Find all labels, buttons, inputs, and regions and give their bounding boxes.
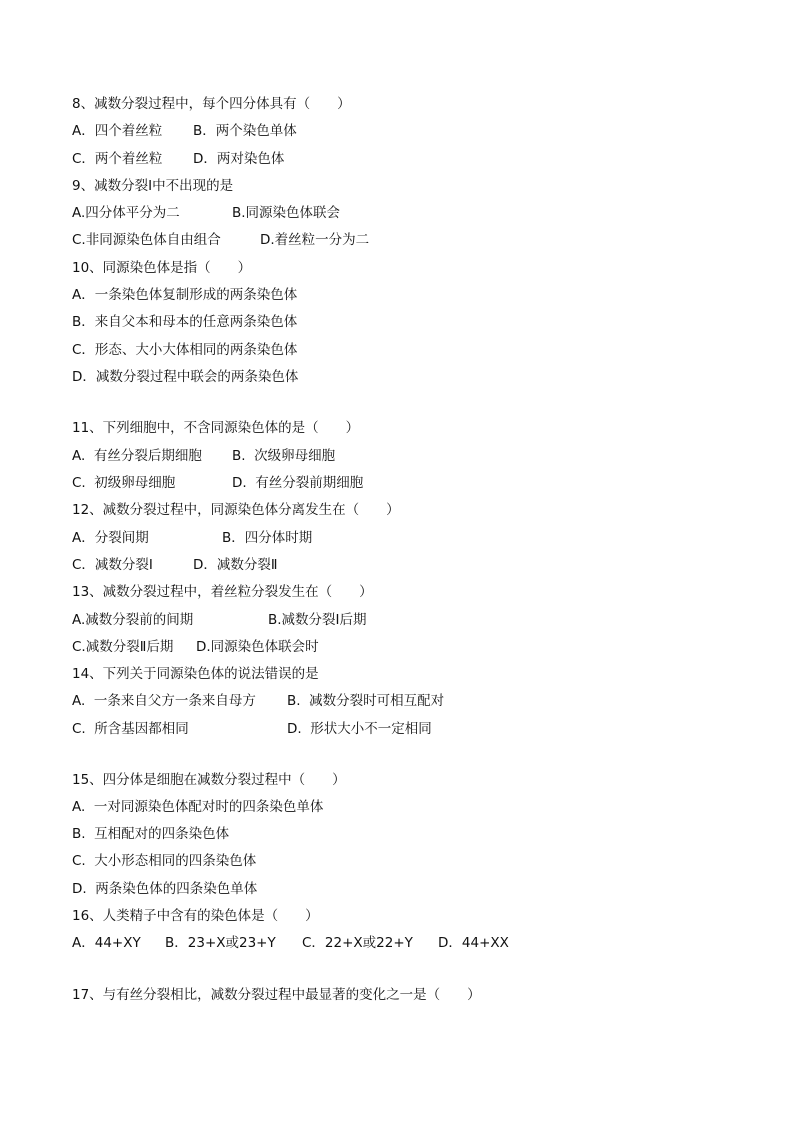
question-12-option-a: A．分裂间期 [72, 530, 149, 546]
question-12-stem: 12、减数分裂过程中，同源染色体分离发生在（ ） [72, 502, 400, 518]
question-8-option-a: A．四个着丝粒 [72, 123, 163, 139]
question-13-stem: 13、减数分裂过程中，着丝粒分裂发生在（ ） [72, 584, 373, 600]
question-16-stem: 16、人类精子中含有的染色体是（ ） [72, 908, 319, 924]
question-13-option-b: B.减数分裂Ⅰ后期 [268, 612, 367, 628]
question-10-option-a: A．一条染色体复制形成的两条染色体 [72, 287, 298, 303]
question-9-stem: 9、减数分裂Ⅰ中不出现的是 [72, 178, 234, 194]
question-8-option-b: B．两个染色单体 [193, 123, 297, 139]
question-15-option-c: C. 大小形态相同的四条染色体 [72, 853, 257, 869]
question-10-option-c: C．形态、大小大体相同的两条染色体 [72, 342, 298, 358]
question-12-option-b: B．四分体时期 [222, 530, 313, 546]
question-13-option-a: A.减数分裂前的间期 [72, 612, 194, 628]
question-9-option-d: D.着丝粒一分为二 [260, 232, 370, 248]
question-15-option-a: A. 一对同源染色体配对时的四条染色单体 [72, 799, 324, 815]
question-15-option-d: D. 两条染色体的四条染色单体 [72, 881, 258, 897]
question-15-option-b: B. 互相配对的四条染色体 [72, 826, 230, 842]
question-16-option-d: D．44+XX [438, 935, 509, 951]
question-14-option-d: D. 形状大小不一定相同 [287, 721, 432, 737]
question-9-option-b: B.同源染色体联会 [232, 205, 341, 221]
question-11-option-b: B. 次级卵母细胞 [232, 448, 336, 464]
question-13-option-d: D.同源染色体联会时 [196, 639, 319, 655]
question-11-stem: 11、下列细胞中，不含同源染色体的是（ ） [72, 420, 360, 436]
question-14-stem: 14、下列关于同源染色体的说法错误的是 [72, 666, 319, 682]
question-13-option-c: C.减数分裂Ⅱ后期 [72, 639, 174, 655]
question-12-option-d: D．减数分裂Ⅱ [193, 557, 278, 573]
question-14-option-c: C. 所含基因都相同 [72, 721, 189, 737]
question-9-option-a: A.四分体平分为二 [72, 205, 180, 221]
question-16-option-b: B．23+X或23+Y [165, 935, 276, 951]
question-10-stem: 10、同源染色体是指（ ） [72, 260, 252, 276]
question-16-option-a: A．44+XY [72, 935, 141, 951]
question-10-option-b: B．来自父本和母本的任意两条染色体 [72, 314, 298, 330]
question-10-option-d: D．减数分裂过程中联会的两条染色体 [72, 369, 299, 385]
question-11-option-d: D. 有丝分裂前期细胞 [232, 475, 364, 491]
question-15-stem: 15、四分体是细胞在减数分裂过程中（ ） [72, 772, 346, 788]
question-8-option-d: D．两对染色体 [193, 151, 285, 167]
question-17-stem: 17、与有丝分裂相比，减数分裂过程中最显著的变化之一是（ ） [72, 987, 481, 1003]
question-11-option-c: C. 初级卵母细胞 [72, 475, 176, 491]
question-9-option-c: C.非同源染色体自由组合 [72, 232, 221, 248]
question-8-option-c: C．两个着丝粒 [72, 151, 163, 167]
question-14-option-a: A. 一条来自父方一条来自母方 [72, 693, 256, 709]
question-14-option-b: B. 减数分裂时可相互配对 [287, 693, 445, 709]
question-8-stem: 8、减数分裂过程中，每个四分体具有（ ） [72, 96, 351, 112]
question-16-option-c: C．22+X或22+Y [302, 935, 413, 951]
question-12-option-c: C．减数分裂Ⅰ [72, 557, 153, 573]
question-11-option-a: A. 有丝分裂后期细胞 [72, 448, 202, 464]
